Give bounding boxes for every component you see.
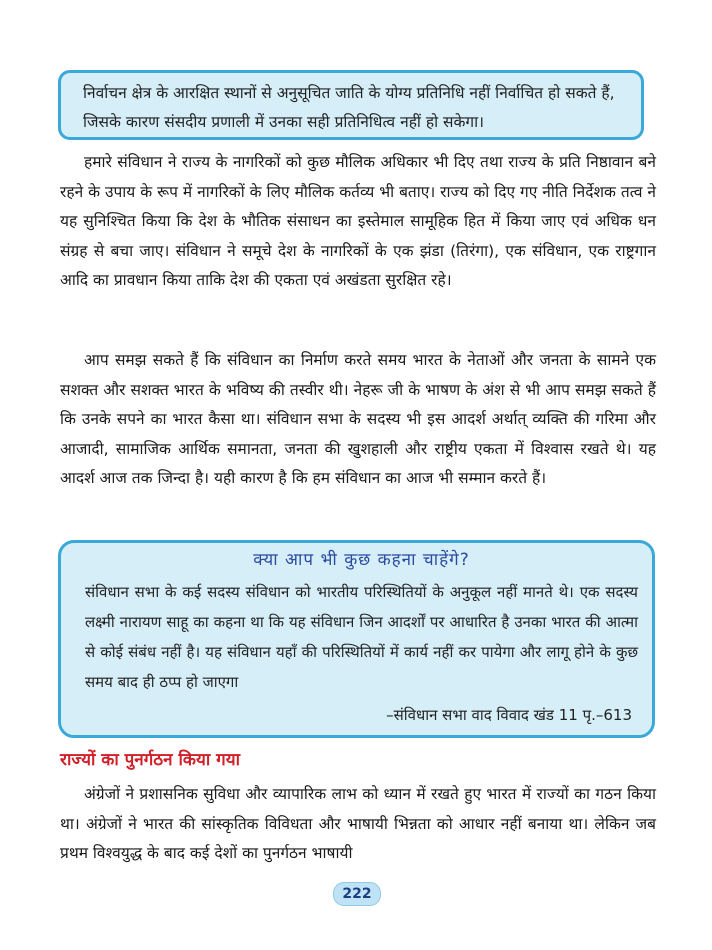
page-number-badge: 222 [333, 882, 381, 906]
top-box-text: निर्वाचन क्षेत्र के आरक्षित स्थानों से अनुसूचित जाति के योग्य प्रतिनिधि नहीं निर्वाचित हो सकते हैं, जिसके कारण संसदीय प्रणाली में उनका सही प्रतिनिधित्व नहीं हो सकेगा। [83, 84, 615, 131]
discussion-body: संविधान सभा के कई सदस्य संविधान को भारतीय परिस्थितियों के अनुकूल नहीं मानते थे। एक सदस्य लक्ष्मी नारायण साहू का कहना था कि यह संविधान जिन आदर्शों पर आधारित है उनका भारत की आत्मा से कोई संबंध नहीं है। यह संविधान यहाँ की परिस्थितियों में कार्य नहीं कर पायेगा और लागू होने के कुछ समय बाद ही ठप्प हो जाएगा [85, 583, 638, 691]
top-info-box [58, 70, 644, 140]
paragraph-reorganisation: अंग्रेजों ने प्रशासनिक सुविधा और व्यापारिक लाभ को ध्यान में रखते हुए भारत में राज्यों का गठन किया था। अंग्रेजों ने भारत की सांस्कृतिक विविधता और भाषायी भिन्नता को आधार नहीं बनाया था। लेकिन जब प्रथम विश्वयुद्ध के बाद कई देशों का पुनर्गठन भाषायी [60, 785, 656, 862]
discussion-title: क्या आप भी कुछ कहना चाहेंगे? [253, 550, 470, 570]
paragraph-vision-of-india: आप समझ सकते हैं कि संविधान का निर्माण करते समय भारत के नेताओं और जनता के सामने एक सशक्त और सशक्त भारत के भविष्य की तस्वीर थी। नेहरू जी के भाषण के अंश से भी आप समझ सकते हैं कि उनके सपने का भारत कैसा था। संविधान सभा के सदस्य भी इस आदर्श अर्थात् व्यक्ति की गरिमा और आजादी, सामाजिक आर्थिक समानता, जनता की खुशहाली और राष्ट्रीय एकता में विश्वास रखते थे। यह आदर्श आज तक जिन्दा है। यही कारण है कि हम संविधान का आज भी सम्मान करते हैं। [60, 351, 656, 487]
paragraph-fundamental-rights: हमारे संविधान ने राज्य के नागरिकों को कुछ मौलिक अधिकार भी दिए तथा राज्य के प्रति निष्ठावान बने रहने के उपाय के रूप में नागरिकों के लिए मौलिक कर्तव्य भी बताए। राज्य को दिए गए नीति निर्देशक तत्व ने यह सुनिश्चित किया कि देश के भौतिक संसाधन का इस्तेमाल सामूहिक हित में किया जाए एवं अधिक धन संग्रह से बचा जाए। संविधान ने समूचे देश के नागरिकों के एक झंडा (तिरंगा), एक संविधान, एक राष्ट्रगान आदि का प्रावधान किया ताकि देश की एकता एवं अखंडता सुरक्षित रहे। [60, 153, 656, 289]
discussion-box [58, 540, 655, 738]
section-heading: राज्यों का पुनर्गठन किया गया [60, 750, 241, 770]
discussion-source: –संविधान सभा वाद विवाद खंड 11 पृ.–613 [386, 706, 632, 724]
